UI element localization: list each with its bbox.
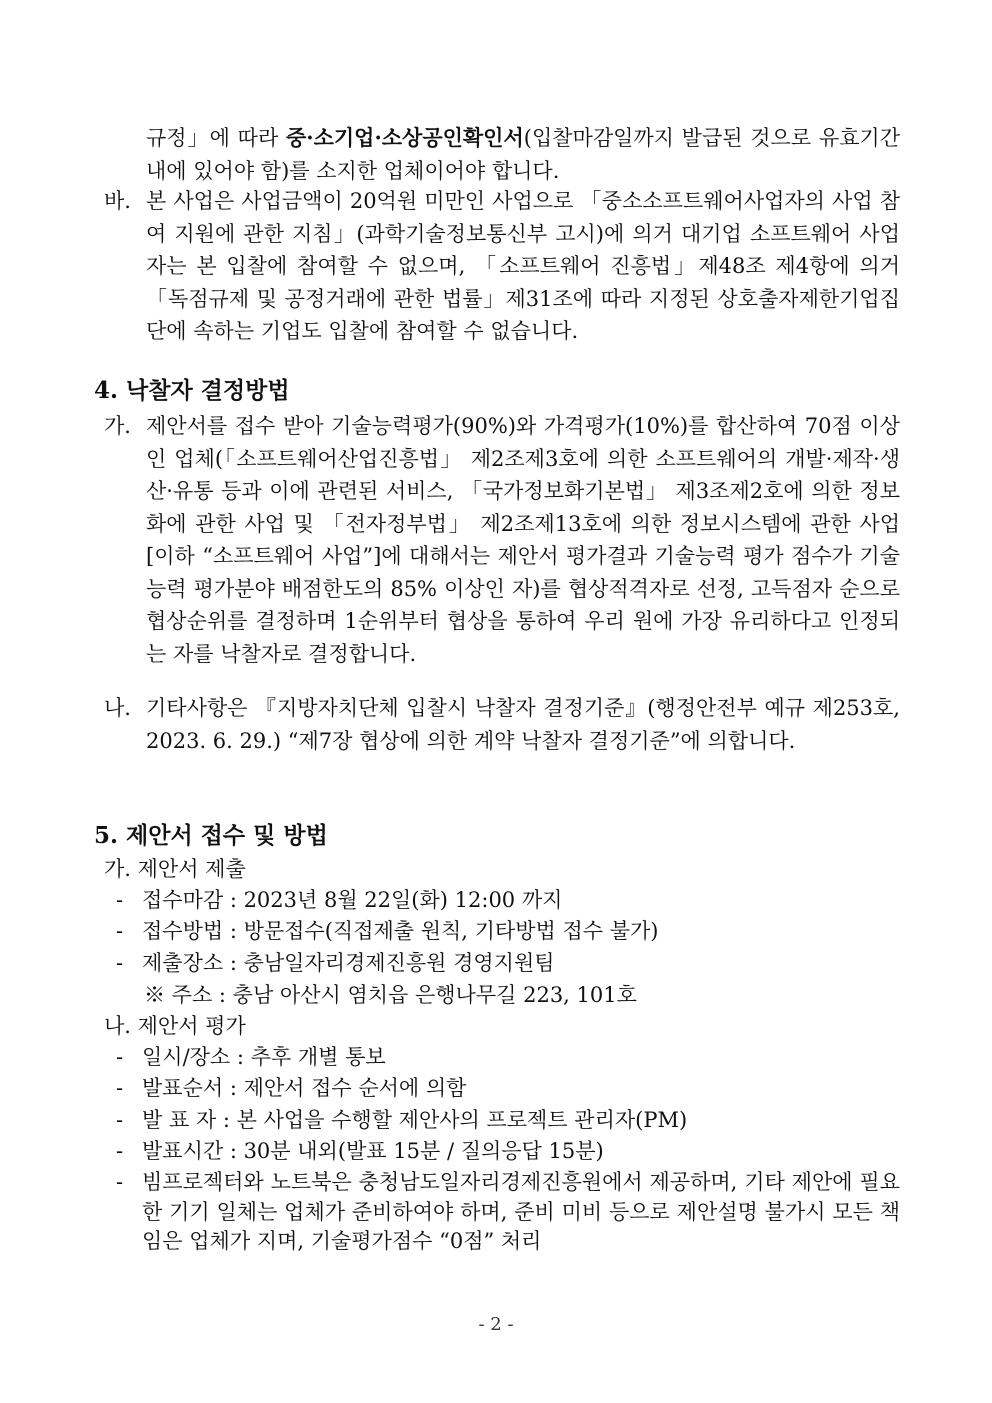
equipment-text: 빔프로젝터와 노트북은 충청남도일자리경제진흥원에서 제공하며, 기타 제안에 필요한 기기 일체는 업체가 준비하여야 하며, 준비 미비 등으로 제안설명 불가시 모든 책임은 업체가 지며, 기술평가점수 “0점” 처리 <box>142 1170 900 1253</box>
list-item <box>116 949 900 979</box>
dash-marker: - <box>116 951 124 975</box>
place-text: 제출장소 : 충남일자리경제진흥원 경영지원팀 <box>142 951 555 975</box>
continuation-text: 규정」에 따라 <box>146 126 286 150</box>
section-4-heading: 4. 낙찰자 결정방법 <box>94 377 290 404</box>
address-note: ※ 주소 : 충남 아산시 염치읍 은행나무길 223, 101호 <box>144 983 637 1007</box>
list-item <box>116 1168 900 1257</box>
continuation-paragraph <box>146 122 900 187</box>
duration-text: 발표시간 : 30분 내외(발표 15분 / 질의응답 15분) <box>142 1139 604 1163</box>
schedule-text: 일시/장소 : 추후 개별 통보 <box>142 1045 386 1069</box>
item-marker: 나. <box>104 696 131 720</box>
dash-marker: - <box>116 1045 124 1069</box>
method-text: 접수방법 : 방문접수(직접제출 원칙, 기타방법 접수 불가) <box>142 919 659 943</box>
subsection-submission: 가. 제안서 제출 <box>104 857 246 881</box>
item-text: 본 사업은 사업금액이 20억원 미만인 사업으로 「중소소프트웨어사업자의 사업 참여 지원에 관한 지침」(과학기술정보통신부 고시)에 의거 대기업 소프트웨어 사업자는 본 입찰에 참여할 수 없으며, 「소프트웨어 진흥법」제48조 제4항에 의거 「독점규제 및 공정거래에 관한 법률」제31조에 따라 지정된 상호출자제한기업집단에 속하는 기업도 입찰에 참여할 수 없습니다. <box>146 189 900 343</box>
section-5-heading: 5. 제안서 접수 및 방법 <box>94 822 328 849</box>
subsection-evaluation: 나. 제안서 평가 <box>104 1014 246 1038</box>
list-item <box>116 886 900 916</box>
dash-marker: - <box>116 1108 124 1132</box>
item-text: 기타사항은 『지방자치단체 입찰시 낙찰자 결정기준』(행정안전부 예규 제253호, 2023. 6. 29.) “제7장 협상에 의한 계약 낙찰자 결정기준”에 의합니다. <box>146 696 900 753</box>
list-item <box>116 1106 900 1136</box>
deadline-text: 접수마감 : 2023년 8월 22일(화) 12:00 까지 <box>142 888 563 912</box>
list-item <box>116 917 900 947</box>
item-marker: 바. <box>104 189 131 213</box>
dash-marker: - <box>116 1170 124 1194</box>
presenter-text: 발 표 자 : 본 사업을 수행할 제안사의 프로젝트 관리자(PM) <box>142 1108 688 1132</box>
item-text: 제안서를 접수 받아 기술능력평가(90%)와 가격평가(10%)를 합산하여 70점 이상인 업체(「소프트웨어산업진흥법」 제2조제3호에 의한 소프트웨어의 개발·제작·생산·유통 등과 이에 관련된 서비스, 「국가정보화기본법」 제3조제2호에 의한 정보화에 관한 사업 및 「전자정부법」 제2조제13호에 의한 정보시스템에 관한 사업[이하 “소프트웨어 사업”]에 대해서는 제안서 평가결과 기술능력 평가 점수가 기술능력 평가분야 배점한도의 85% 이상인 자)를 협상적격자로 선정, 고득점자 순으로 협상순위를 결정하며 1순위부터 협상을 통하여 우리 원에 가장 유리하다고 인정되는 자를 낙찰자로 결정합니다. <box>146 414 900 666</box>
item-marker: 가. <box>104 414 131 438</box>
order-text: 발표순서 : 제안서 접수 순서에 의함 <box>142 1076 467 1100</box>
section-4-item-na <box>104 692 900 757</box>
list-item <box>116 1137 900 1167</box>
dash-marker: - <box>116 1076 124 1100</box>
list-item-ba <box>104 185 900 348</box>
list-item <box>116 1074 900 1104</box>
dash-marker: - <box>116 888 124 912</box>
continuation-text-rest: (입찰마감일까지 발급된 것으로 유효기간 내에 있어야 함)를 소지한 업체이어야 합니다. <box>146 126 900 183</box>
dash-marker: - <box>116 919 124 943</box>
list-item <box>116 1043 900 1073</box>
dash-marker: - <box>116 1139 124 1163</box>
sme-certificate-text: 중·소기업·소상공인확인서 <box>285 125 524 150</box>
page-number: - 2 - <box>478 1314 514 1335</box>
section-4-item-ga <box>104 410 900 670</box>
